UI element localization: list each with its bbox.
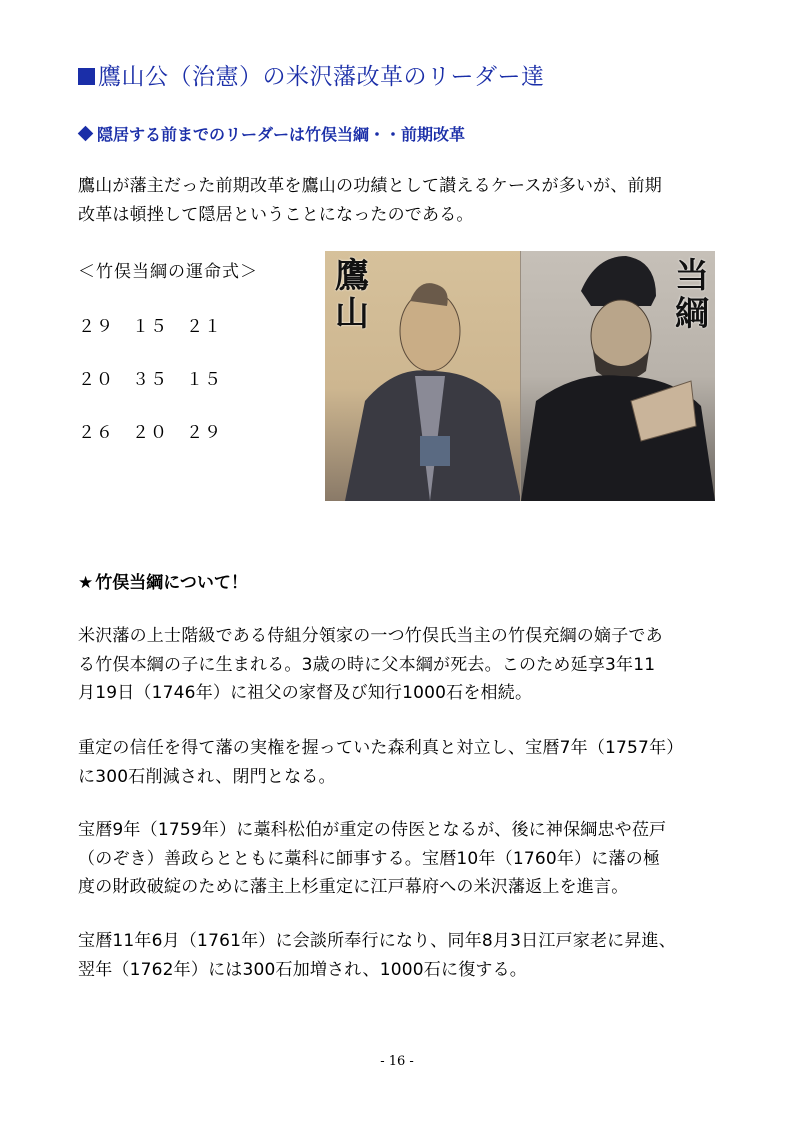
page-title: 鷹山公（治憲）の米沢藩改革のリーダー達: [78, 58, 545, 91]
intro-line: 鷹山が藩主だった前期改革を鷹山の功績として讃えるケースが多いが、前期: [78, 176, 662, 196]
intro-line: 改革は頓挫して隠居ということになったのである。: [78, 204, 474, 225]
body-paragraph: [78, 622, 723, 708]
body-line: 宝暦9年（1759年）に藁科松伯が重定の侍医となるが、後に神保綱忠や莅戸: [78, 820, 667, 840]
body-line: 宝暦11年6月（1761年）に会談所奉行になり、同年8月3日江戸家老に昇進、: [78, 931, 676, 951]
yozan-portrait: [325, 251, 521, 501]
body-line: 重定の信任を得て藩の実権を握っていた森利真と対立し、宝暦7年（1757年）: [78, 738, 684, 758]
body-paragraph: [78, 927, 723, 984]
section-subheading: 隠居する前までのリーダーは竹俣当綱・・前期改革: [78, 122, 465, 145]
star-icon: ★: [78, 573, 94, 593]
body-paragraph: [78, 734, 723, 791]
section-title: ★ 竹俣当綱について！: [78, 573, 248, 593]
body-line: （のぞき）善政らとともに藁科に師事する。宝暦10年（1760年）に藩の極: [78, 848, 661, 869]
portrait-image: [325, 251, 715, 501]
intro-paragraph: [78, 172, 723, 229]
body-line: る竹俣本綱の子に生まれる。3歳の時に父本綱が死去。このため延享3年11: [78, 654, 656, 675]
body-paragraph: [78, 816, 723, 902]
square-bullet-icon: [78, 68, 95, 85]
tatetsuna-portrait: [521, 251, 715, 501]
body-line: 度の財政破綻のために藩主上杉重定に江戸幕府への米沢藩返上を進言。: [78, 877, 629, 897]
page-number: - 16 -: [380, 1054, 414, 1069]
portrait-caption-right: 当綱: [675, 256, 709, 334]
fate-row: ２０ ３５ １５: [78, 370, 222, 390]
diamond-bullet-icon: [78, 126, 94, 142]
fate-row: ２９ １５ ２１: [78, 317, 222, 337]
body-line: に300石削減され、閉門となる。: [78, 766, 336, 787]
body-line: 翌年（1762年）には300石加増され、1000石に復する。: [78, 959, 527, 980]
body-line: 米沢藩の上士階級である侍組分領家の一つ竹俣氏当主の竹俣充綱の嫡子であ: [78, 626, 663, 646]
portrait-caption-left: 鷹山: [335, 256, 369, 334]
body-line: 月19日（1746年）に祖父の家督及び知行1000石を相続。: [78, 683, 533, 703]
fate-formula-title: ＜竹俣当綱の運命式＞: [78, 262, 258, 282]
fate-row: ２６ ２０ ２９: [78, 423, 222, 443]
